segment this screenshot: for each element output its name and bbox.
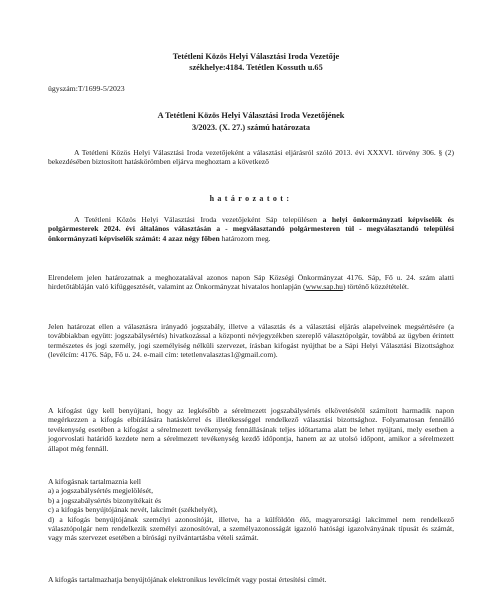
issuer-address: székhelye:4184. Tetétlen Kossuth u.65 — [189, 63, 323, 72]
issuer-name: Tetétleni Közös Helyi Választási Iroda Vezetője — [172, 52, 340, 61]
decision-title-line1: A Tetétleni Közös Helyi Választási Iroda Vezetőjének — [157, 111, 345, 120]
list-item: c) a kifogás benyújtójának nevét, lakcímét (székhelyét), — [48, 505, 218, 515]
contents-heading: A kifogásnak tartalmaznia kell — [48, 477, 141, 486]
decision-heading: határozatot: — [209, 194, 293, 203]
contents-list — [48, 477, 454, 543]
intro-paragraph: A Tetétleni Közös Helyi Választási Iroda vezetőjeként a választási eljárásról szóló 2013. évi XXXVI. törvény 306. § (2) bekezdésében biztosított hatáskörömben eljárva meghoztam a következő — [48, 148, 454, 167]
decision-text-start: A Tetétleni Közös Helyi Választási Iroda vezetőjeként Sáp településen — [74, 215, 323, 224]
publication-text-start: Elrendelem jelen határozatnak a meghozatalával azonos napon Sáp Községi Önkormányzat 4176. Sáp, Fő u. 24. szám alatti hirdetőtábláján való kifüggesztését, valamint az Önkormányzat hivatalos honlapján ( — [48, 273, 454, 292]
list-item: a) a jogszabálysértés megjelölését, — [48, 486, 154, 496]
website-link[interactable]: www.sap.hu — [305, 282, 343, 292]
decision-title-line2: 3/2023. (X. 27.) számú határozata — [191, 122, 311, 132]
publication-text-end: ) történő közzétételét. — [342, 282, 409, 292]
case-number: ügyszám:T/1699-5/2023 — [48, 84, 125, 93]
electronic-contact-paragraph: A kifogás tartalmazhatja benyújtójának elektronikus levélcímét vagy postai értesítési címét. — [48, 575, 327, 584]
decision-title — [48, 110, 454, 133]
list-item: d) a kifogás benyújtójának személyi azonosítóját, illetve, ha a külföldön élő, magyarországi lakcímmel nem rendelkező választópolgár nem rendelkezik személyi azonosítóval, a személyazonosságát igazoló hatósági igazolványának típusát és számát, vagy más szervezet esetében a bírósági nyilvántartásba vételi számát. — [48, 514, 454, 543]
issuer-header — [56, 51, 456, 73]
deadline-paragraph: A kifogást úgy kell benyújtani, hogy az legkésőbb a sérelmezett jogszabálysértés elkövetésétől számított harmadik napon megérkezzen a kifogás elbírálására hatáskörrel és illetékességgel rendelkező választási bizottsághoz. Folyamatosan fennálló tevékenység esetében a kifogást a sérelmezett tevékenység fennállásának teljes időtartama alatt be lehet nyújtani, mely esetben a jogorvoslati határidő kezdete nem a sérelmezett tevékenység kezdő időpontja, hanem az az utolsó időpont, amikor a sérelmezett állapot még fennáll. — [48, 406, 454, 453]
decision-text-end: határozom meg. — [219, 233, 271, 243]
decision-bold-text: a helyi önkormányzati képviselők és polgármesterek 2024. évi általános választásán a - megválasztandó polgármesteren túl - megválasztandó települési önkormányzati képviselők számát: 4 azaz négy főben — [48, 215, 455, 243]
list-item: b) a jogszabálysértés bizonyítékait és — [48, 495, 162, 505]
publication-paragraph — [48, 273, 454, 292]
decision-paragraph — [48, 215, 454, 243]
appeal-paragraph: Jelen határozat ellen a választásra irányadó jogszabály, illetve a választás és a választási eljárás alapelveinek megsértésére (a továbbiakban együtt: jogszabálysértés) hivatkozással a központi névjegyzékben szereplő választópolgár, továbbá az ügyben érintett természetes és jogi személy, jogi személyiség nélküli szervezet, írásban kifogást nyújthat be a Sápi Helyi Választási Bizottsághoz (levélcím: 4176. Sáp, Fő u. 24. e-mail cím: tetetlenvalasztas1@gmail.com). — [48, 322, 454, 360]
